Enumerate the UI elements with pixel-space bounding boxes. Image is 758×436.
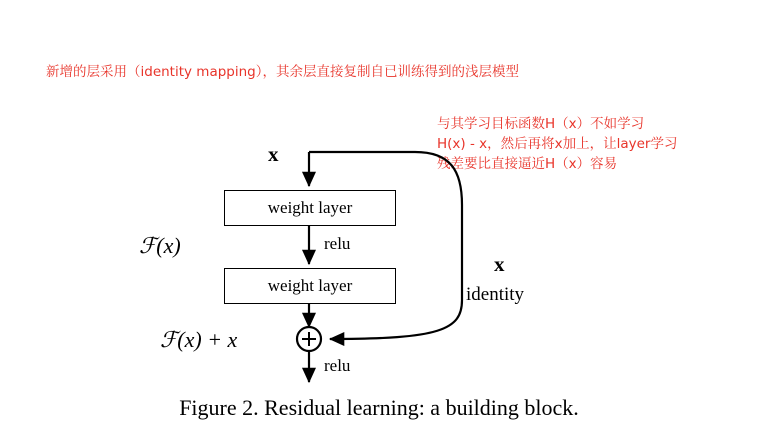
function-label-fx: ℱ(x) <box>139 233 181 258</box>
shortcut-label-identity: identity <box>466 284 525 305</box>
annotation-top-note: 新增的层采用（identity mapping），其余层直接复制自已训练得到的浅层模型 <box>46 64 519 80</box>
annotation-right-line-1: 与其学习目标函数H（x）不如学习 <box>437 116 645 132</box>
weight-layer-box-2: weight layer <box>224 268 396 304</box>
relu-label-1: relu <box>324 234 351 253</box>
annotation-right-line-2: H(x) - x，然后再将x加上，让layer学习 <box>437 136 678 152</box>
input-label-x: x <box>268 142 279 166</box>
weight-layer-box-1: weight layer <box>224 190 396 226</box>
annotation-right-line-3: 残差要比直接逼近H（x）容易 <box>437 156 618 172</box>
figure-caption: Figure 2. Residual learning: a building block. <box>179 395 579 420</box>
relu-label-2: relu <box>324 356 351 375</box>
shortcut-label-x: x <box>494 252 505 276</box>
output-label-fx-plus-x: ℱ(x) + x <box>160 327 238 352</box>
